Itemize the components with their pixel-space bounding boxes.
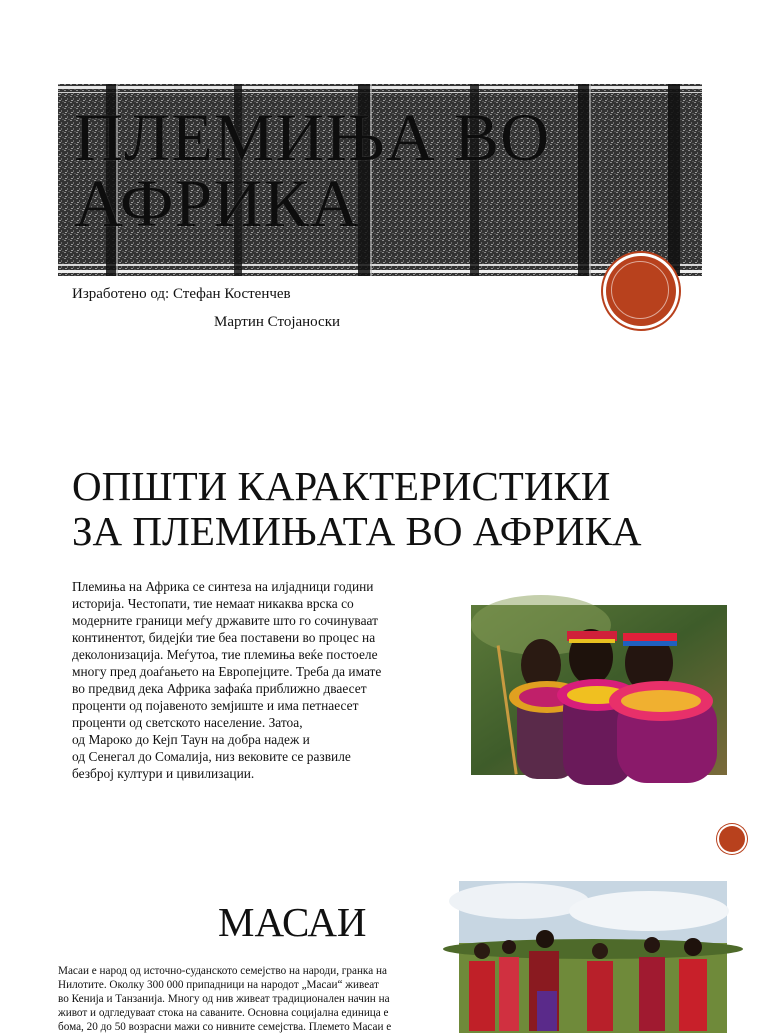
authors <box>72 280 340 336</box>
masai-slide <box>0 860 768 1033</box>
slide-title: ПЛЕМИЊА ВО АФРИКА <box>74 99 551 241</box>
general-body-line: модерните граници меѓу државите што го сочинуваат <box>72 613 378 628</box>
title-slide <box>0 0 768 420</box>
general-body-text <box>72 578 450 782</box>
accent-circle <box>606 256 676 326</box>
accent-circle-small <box>719 826 745 852</box>
masai-body-line: Масаи е народ од источно-суданското семејство на народи, гранка на <box>58 965 387 977</box>
heading-line-1: ОПШТИ КАРАКТЕРИСТИКИ <box>72 463 611 509</box>
general-body-line: многу пред доаѓањето на Европејците. Треба да имате <box>72 664 382 679</box>
general-heading <box>72 464 712 554</box>
general-body-line: деколонизација. Меѓутоа, тие племиња веќе постоеле <box>72 647 378 662</box>
masai-body-line: во Кенија и Танзанија. Многу од нив живеат традиционален начин на <box>58 993 390 1005</box>
general-body-line: во предвид дека Африка зафаќа приближно дваесет <box>72 681 367 696</box>
made-by-line: Изработено од: Стефан Костенчев <box>72 286 291 302</box>
general-body-line: од Сенегал до Сомалија, низ вековите се развиле <box>72 749 351 764</box>
masai-heading: МАСАИ <box>218 899 367 945</box>
tribe-women-photo <box>471 605 727 775</box>
masai-body-line: бома, 20 до 50 возрасни мажи со нивните семејства. Племето Масаи е <box>58 1021 392 1033</box>
general-body-line: проценти од светското население. Затоа, <box>72 715 303 730</box>
general-body-line: историја. Честопати, тие немаат никаква врска со <box>72 596 354 611</box>
title-banner <box>58 84 702 276</box>
masai-body-line: Нилотите. Околку 300 000 припадници на народот „Масаи“ живеат <box>58 979 379 991</box>
general-slide <box>0 420 768 860</box>
general-body-line: безброј култури и цивилизации. <box>72 766 255 781</box>
general-body-line: континентот, бидејќи тие беа поставени во процес на <box>72 630 376 645</box>
heading-line-2: ЗА ПЛЕМИЊАТА ВО АФРИКА <box>72 508 642 554</box>
general-body-line: Племиња на Африка се синтеза на илјадници години <box>72 579 374 594</box>
general-body-line: проценти од појавеното земјиште и има петнаесет <box>72 698 359 713</box>
general-body-line: од Мароко до Кејп Таун на добра надеж и <box>72 732 310 747</box>
masai-body-line: живот и одгледуваат стока на саваните. Основна социјална единица е <box>58 1007 389 1019</box>
masai-body-text <box>58 964 438 1034</box>
masai-people-photo <box>459 881 727 1031</box>
second-author: Мартин Стојаноски <box>214 314 341 330</box>
